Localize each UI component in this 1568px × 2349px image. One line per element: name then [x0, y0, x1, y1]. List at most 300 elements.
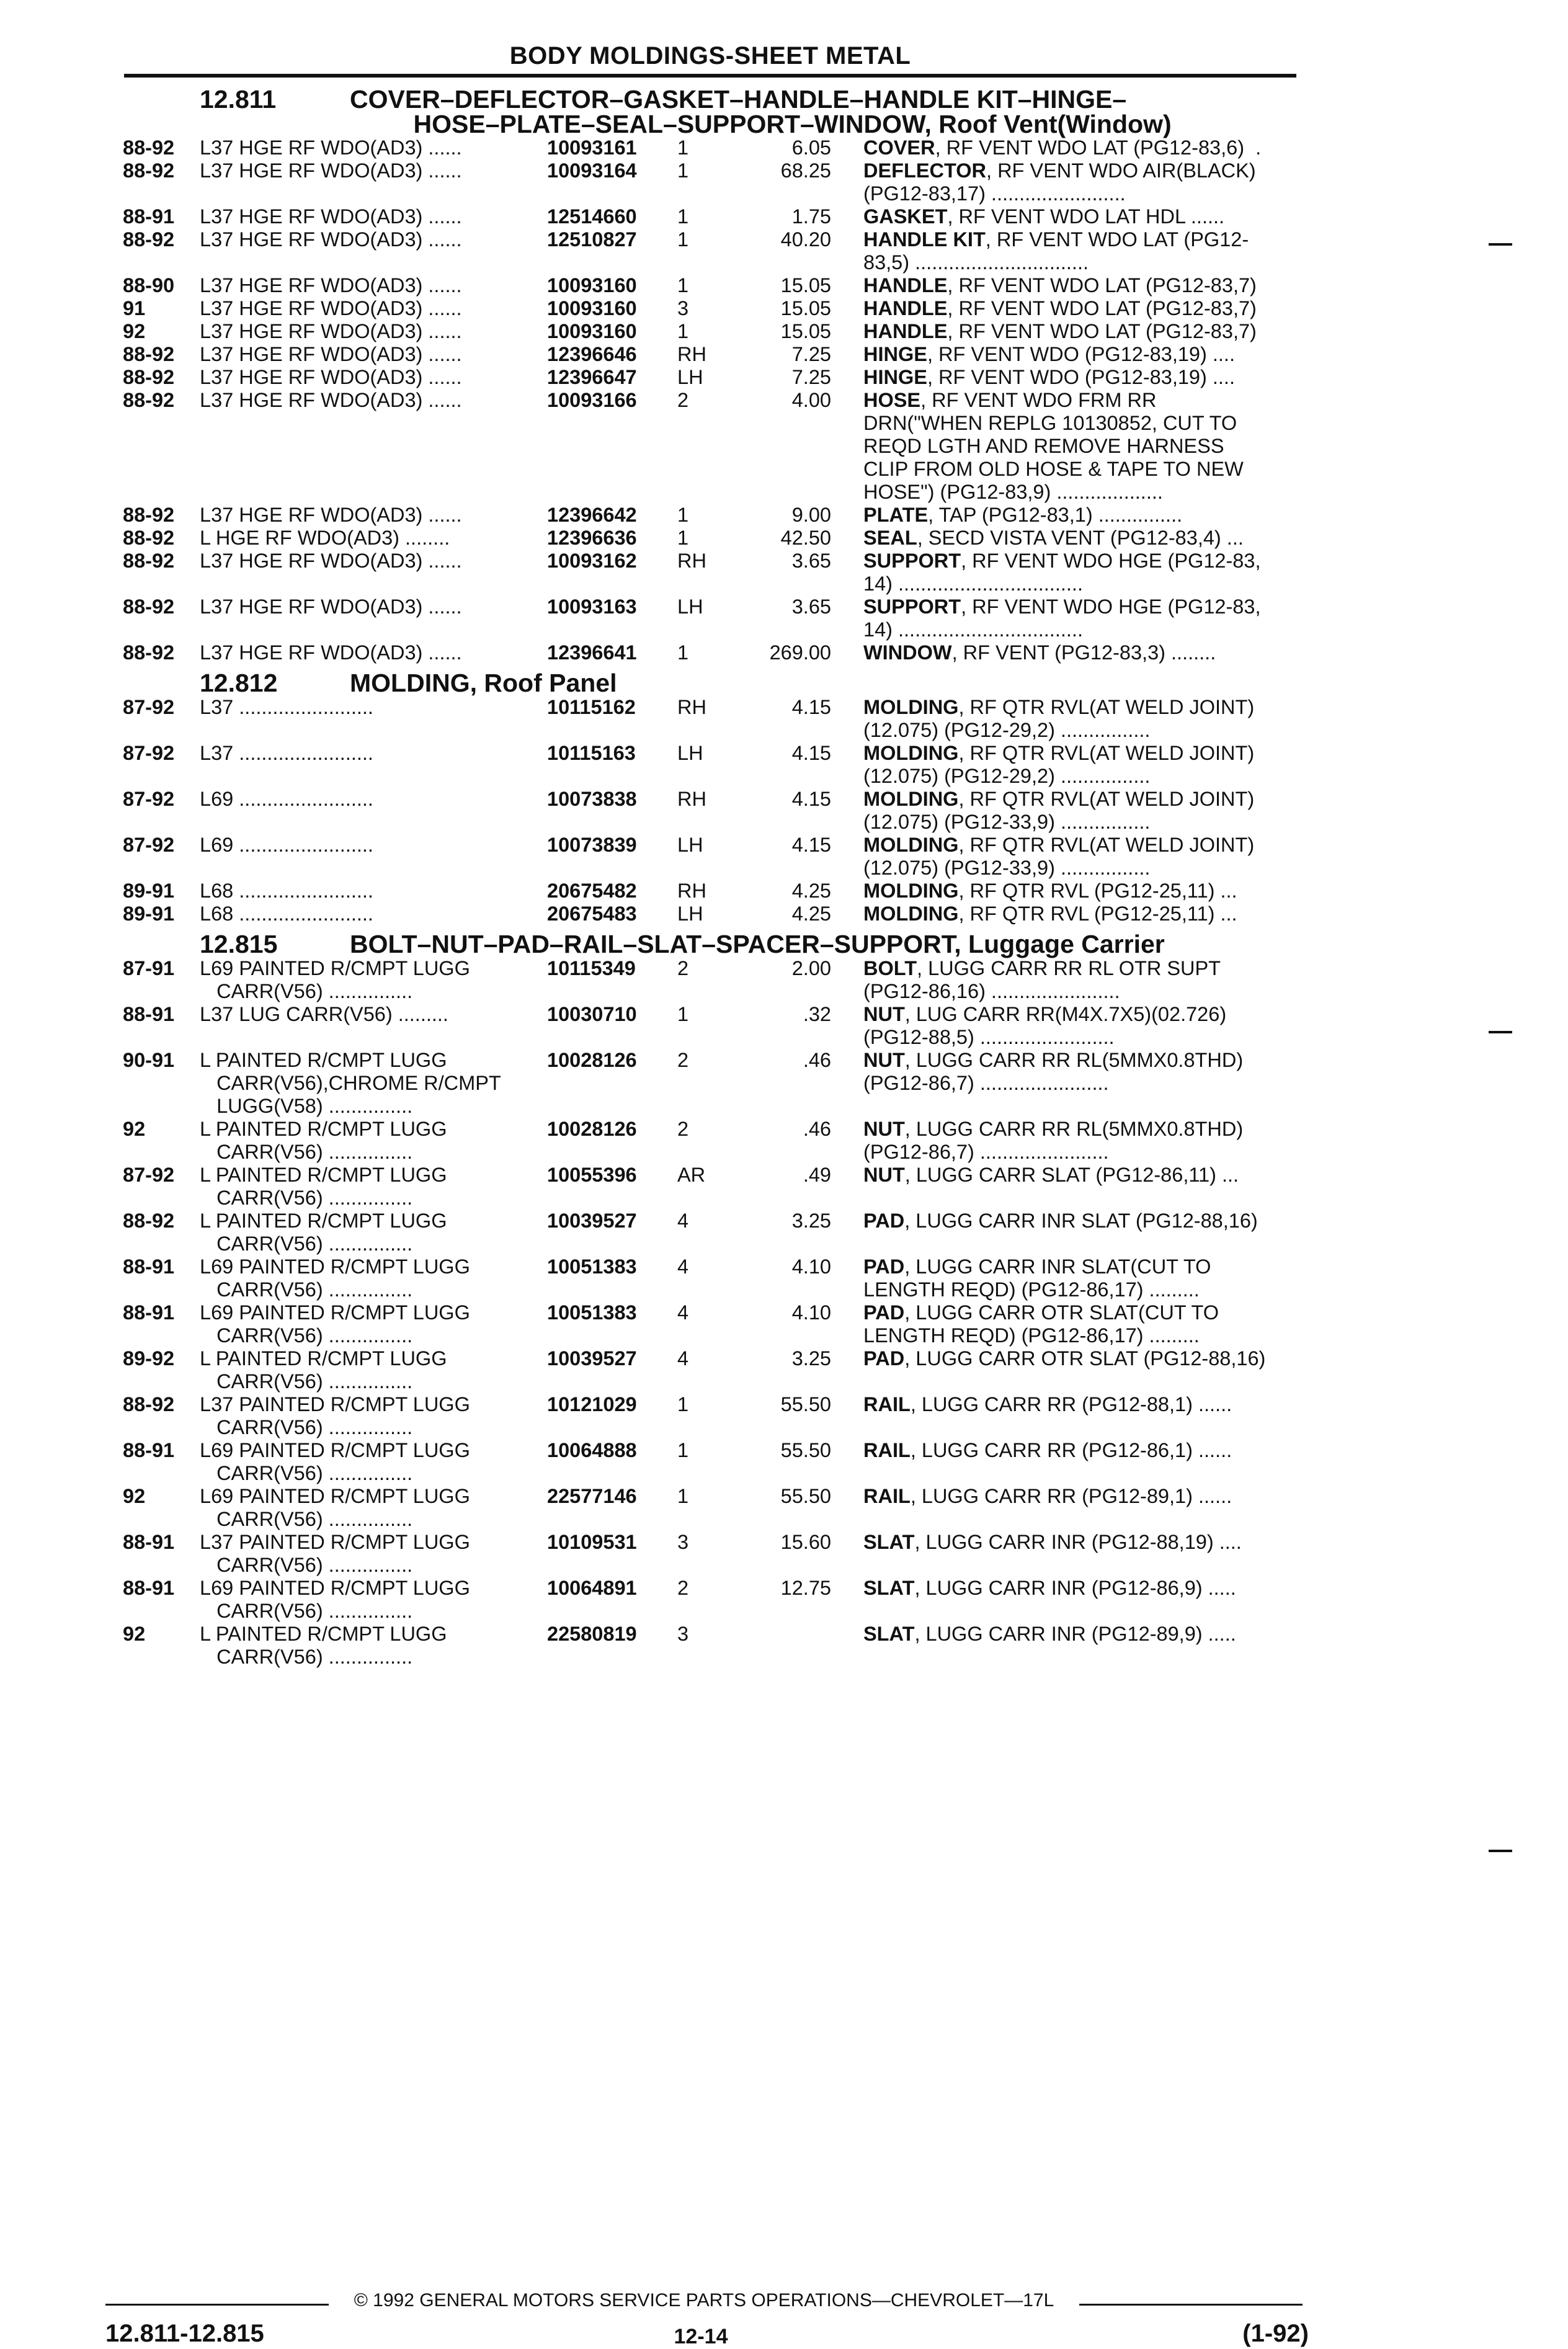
- model-years: 87-92: [123, 696, 175, 718]
- quantity: 1: [677, 504, 689, 526]
- part-name: HINGE: [863, 343, 927, 365]
- part-name: BOLT: [863, 957, 917, 979]
- table-row: [123, 1210, 1314, 1255]
- table-row: [123, 1485, 1314, 1531]
- model-years: 87-92: [123, 788, 175, 810]
- price: 7.25: [791, 366, 831, 388]
- model-years: 88-91: [123, 1301, 175, 1324]
- usage-description: L PAINTED R/CMPT LUGG CARR(V56) ...............: [200, 1623, 447, 1668]
- model-years: 88-90: [123, 274, 175, 296]
- part-description: [863, 1439, 1298, 1485]
- part-number: 12396642: [547, 504, 637, 526]
- price: 68.25: [780, 159, 831, 182]
- table-row: [123, 527, 1314, 550]
- part-detail: , LUGG CARR RR (PG12-86,1) ......: [910, 1439, 1232, 1461]
- part-detail: , RF VENT WDO HGE (PG12-83, 14) .................................: [863, 595, 1261, 641]
- price: 2.00: [791, 957, 831, 979]
- table-row: [123, 1577, 1314, 1623]
- part-number: 22577146: [547, 1485, 637, 1507]
- part-name: MOLDING: [863, 788, 959, 810]
- margin-mark: [1489, 1031, 1512, 1033]
- model-years: 92: [123, 320, 146, 342]
- price: 55.50: [780, 1439, 831, 1461]
- table-row: [123, 297, 1314, 320]
- part-description: [863, 595, 1298, 641]
- quantity: 1: [677, 527, 689, 549]
- price: 15.60: [780, 1531, 831, 1553]
- quantity: RH: [677, 550, 706, 572]
- section-heading: [123, 81, 1314, 136]
- part-description: [863, 880, 1298, 903]
- footer-rule-left: [105, 2304, 329, 2306]
- usage-description: L69 PAINTED R/CMPT LUGG CARR(V56) ...............: [200, 1485, 470, 1530]
- table-row: [123, 343, 1314, 366]
- part-description: [863, 641, 1298, 664]
- model-years: 87-92: [123, 742, 175, 764]
- part-name: MOLDING: [863, 903, 959, 925]
- part-name: GASKET: [863, 205, 948, 228]
- price: 4.00: [791, 389, 831, 411]
- price: .49: [803, 1164, 831, 1186]
- usage-description: L PAINTED R/CMPT LUGG CARR(V56),CHROME R/CMPT LUGG(V58) ...............: [200, 1049, 501, 1117]
- table-row: [123, 205, 1314, 228]
- table-row: [123, 788, 1314, 834]
- model-years: 89-91: [123, 880, 175, 902]
- model-years: 88-92: [123, 641, 175, 664]
- table-row: [123, 641, 1314, 664]
- part-description: [863, 1210, 1298, 1255]
- part-name: MOLDING: [863, 834, 959, 856]
- table-row: [123, 834, 1314, 880]
- part-name: MOLDING: [863, 880, 959, 902]
- part-detail: , RF VENT WDO (PG12-83,19) ....: [927, 343, 1235, 365]
- table-row: [123, 1439, 1314, 1485]
- quantity: LH: [677, 834, 703, 856]
- part-description: [863, 550, 1298, 595]
- price: 4.15: [791, 834, 831, 856]
- part-number: 10093163: [547, 595, 637, 618]
- margin-mark: [1489, 1850, 1512, 1852]
- part-number: 10115162: [547, 696, 636, 718]
- table-row: [123, 696, 1314, 742]
- model-years: 88-91: [123, 1255, 175, 1278]
- table-row: [123, 159, 1314, 205]
- section-title: COVER–DEFLECTOR–GASKET–HANDLE–HANDLE KIT–HINGE– HOSE–PLATE–SEAL–SUPPORT–WINDOW, Roof Vent(Window): [350, 85, 1172, 138]
- part-number: 12396647: [547, 366, 637, 388]
- page-date: (1-92): [1242, 2320, 1309, 2347]
- model-years: 88-92: [123, 389, 175, 411]
- price: .46: [803, 1118, 831, 1140]
- part-number: 22580819: [547, 1623, 637, 1645]
- part-name: SLAT: [863, 1577, 915, 1599]
- usage-description: L PAINTED R/CMPT LUGG CARR(V56) ...............: [200, 1210, 447, 1255]
- part-description: [863, 1003, 1298, 1049]
- part-description: [863, 1393, 1298, 1439]
- table-row: [123, 903, 1314, 925]
- usage-description: L69 PAINTED R/CMPT LUGG CARR(V56) ...............: [200, 1577, 470, 1622]
- quantity: LH: [677, 903, 703, 925]
- part-detail: , RF QTR RVL(AT WELD JOINT) (12.075) (PG12-29,2) ................: [863, 696, 1255, 741]
- quantity: 3: [677, 1623, 689, 1645]
- part-name: MOLDING: [863, 696, 959, 718]
- quantity: 2: [677, 1049, 689, 1071]
- model-years: 88-92: [123, 595, 175, 618]
- part-description: [863, 903, 1298, 925]
- part-number: 10073838: [547, 788, 637, 810]
- part-detail: , RF VENT WDO LAT (PG12-83,6) .: [935, 136, 1262, 159]
- quantity: 1: [677, 641, 689, 664]
- quantity: 4: [677, 1255, 689, 1278]
- part-description: [863, 159, 1298, 205]
- part-description: [863, 343, 1298, 366]
- part-detail: , LUGG CARR SLAT (PG12-86,11) ...: [904, 1164, 1239, 1186]
- price: .32: [803, 1003, 831, 1025]
- part-number: 10093164: [547, 159, 637, 182]
- part-detail: , LUGG CARR RR (PG12-89,1) ......: [910, 1485, 1232, 1507]
- quantity: 1: [677, 1485, 689, 1507]
- part-number: 12396636: [547, 527, 637, 549]
- usage-description: L37 HGE RF WDO(AD3) ......: [200, 205, 462, 228]
- page-title: BODY MOLDINGS-SHEET METAL: [509, 42, 911, 69]
- quantity: 1: [677, 205, 689, 228]
- part-description: [863, 957, 1298, 1003]
- quantity: AR: [677, 1164, 706, 1186]
- part-name: NUT: [863, 1049, 905, 1071]
- part-description: [863, 389, 1298, 504]
- part-detail: , LUGG CARR OTR SLAT (PG12-88,16): [904, 1347, 1266, 1370]
- usage-description: L37 HGE RF WDO(AD3) ......: [200, 136, 462, 159]
- usage-description: L37 HGE RF WDO(AD3) ......: [200, 389, 462, 411]
- page-range: 12.811-12.815: [105, 2320, 264, 2347]
- part-detail: , TAP (PG12-83,1) ...............: [928, 504, 1183, 526]
- section-number: 12.812: [200, 669, 278, 697]
- part-number: 10093160: [547, 274, 637, 296]
- price: .46: [803, 1049, 831, 1071]
- part-description: [863, 1301, 1298, 1347]
- part-name: COVER: [863, 136, 935, 159]
- model-years: 88-92: [123, 136, 175, 159]
- part-detail: , SECD VISTA VENT (PG12-83,4) ...: [917, 527, 1244, 549]
- usage-description: L37 HGE RF WDO(AD3) ......: [200, 504, 462, 526]
- part-number: 20675482: [547, 880, 637, 902]
- usage-description: L PAINTED R/CMPT LUGG CARR(V56) ...............: [200, 1164, 447, 1209]
- part-description: [863, 136, 1298, 159]
- quantity: 1: [677, 320, 689, 342]
- part-number: 10030710: [547, 1003, 637, 1025]
- part-name: NUT: [863, 1164, 905, 1186]
- usage-description: L68 ........................: [200, 903, 373, 925]
- part-detail: , LUGG CARR RR (PG12-88,1) ......: [910, 1393, 1232, 1415]
- part-detail: , RF VENT WDO LAT (PG12-83,7): [947, 297, 1257, 319]
- model-years: 88-91: [123, 205, 175, 228]
- part-description: [863, 1485, 1298, 1531]
- quantity: RH: [677, 880, 706, 902]
- part-description: [863, 1118, 1298, 1164]
- part-number: 10115349: [547, 957, 636, 979]
- price: 15.05: [780, 320, 831, 342]
- usage-description: L37 PAINTED R/CMPT LUGG CARR(V56) ...............: [200, 1531, 470, 1576]
- part-description: [863, 1164, 1298, 1210]
- model-years: 88-92: [123, 1210, 175, 1232]
- price: 9.00: [791, 504, 831, 526]
- part-name: PLATE: [863, 504, 929, 526]
- part-number: 10064888: [547, 1439, 637, 1461]
- part-number: 10093160: [547, 297, 637, 319]
- price: 40.20: [780, 228, 831, 251]
- table-row: [123, 504, 1314, 527]
- part-description: [863, 205, 1298, 228]
- usage-description: L PAINTED R/CMPT LUGG CARR(V56) ...............: [200, 1347, 447, 1393]
- table-row: [123, 136, 1314, 159]
- part-description: [863, 1531, 1298, 1577]
- quantity: LH: [677, 595, 703, 618]
- quantity: 1: [677, 1393, 689, 1415]
- price: 15.05: [780, 297, 831, 319]
- part-name: WINDOW: [863, 641, 952, 664]
- copyright-text: © 1992 GENERAL MOTORS SERVICE PARTS OPERATIONS—CHEVROLET—17L: [354, 2290, 1054, 2311]
- model-years: 88-91: [123, 1003, 175, 1025]
- part-detail: , LUGG CARR RR RL(5MMX0.8THD) (PG12-86,7) .......................: [863, 1049, 1244, 1094]
- part-description: [863, 228, 1298, 274]
- quantity: RH: [677, 696, 706, 718]
- quantity: 1: [677, 159, 689, 182]
- part-name: SUPPORT: [863, 550, 961, 572]
- quantity: 2: [677, 389, 689, 411]
- table-row: [123, 274, 1314, 297]
- price: 4.25: [791, 880, 831, 902]
- usage-description: L37 LUG CARR(V56) .........: [200, 1003, 448, 1025]
- usage-description: L69 PAINTED R/CMPT LUGG CARR(V56) ...............: [200, 1255, 470, 1301]
- part-number: 10109531: [547, 1531, 637, 1553]
- part-detail: , RF VENT WDO LAT (PG12- 83,5) ...............................: [863, 228, 1249, 274]
- usage-description: L PAINTED R/CMPT LUGG CARR(V56) ...............: [200, 1118, 447, 1163]
- part-name: SUPPORT: [863, 595, 961, 618]
- price: 4.15: [791, 788, 831, 810]
- model-years: 88-91: [123, 1577, 175, 1599]
- part-detail: , RF VENT WDO (PG12-83,19) ....: [927, 366, 1235, 388]
- quantity: RH: [677, 788, 706, 810]
- part-detail: , RF VENT WDO LAT (PG12-83,7): [947, 274, 1257, 296]
- part-number: 12514660: [547, 205, 637, 228]
- price: 15.05: [780, 274, 831, 296]
- quantity: 2: [677, 957, 689, 979]
- part-detail: , LUGG CARR INR (PG12-86,9) .....: [914, 1577, 1236, 1599]
- model-years: 88-92: [123, 504, 175, 526]
- part-name: SLAT: [863, 1623, 915, 1645]
- model-years: 92: [123, 1118, 146, 1140]
- price: 42.50: [780, 527, 831, 549]
- model-years: 88-92: [123, 527, 175, 549]
- part-name: PAD: [863, 1347, 905, 1370]
- price: 1.75: [791, 205, 831, 228]
- part-number: 10064891: [547, 1577, 637, 1599]
- part-detail: , LUGG CARR INR SLAT (PG12-88,16): [904, 1210, 1258, 1232]
- part-number: 12396641: [547, 641, 637, 664]
- part-number: 10073839: [547, 834, 637, 856]
- part-detail: , RF VENT WDO FRM RR DRN("WHEN REPLG 10130852, CUT TO REQD LGTH AND REMOVE HARNESS CLIP FROM OLD HOSE & TAPE TO NEW HOSE") (PG12-83,9) ...................: [863, 389, 1244, 503]
- model-years: 88-92: [123, 1393, 175, 1415]
- model-years: 91: [123, 297, 146, 319]
- usage-description: L69 PAINTED R/CMPT LUGG CARR(V56) ...............: [200, 957, 470, 1002]
- model-years: 87-92: [123, 1164, 175, 1186]
- part-number: 12510827: [547, 228, 637, 251]
- usage-description: L69 PAINTED R/CMPT LUGG CARR(V56) ...............: [200, 1439, 470, 1484]
- price: 4.25: [791, 903, 831, 925]
- usage-description: L69 ........................: [200, 834, 373, 856]
- usage-description: L37 HGE RF WDO(AD3) ......: [200, 297, 462, 319]
- part-name: HINGE: [863, 366, 927, 388]
- part-name: PAD: [863, 1210, 905, 1232]
- parts-catalog: [123, 81, 1314, 1669]
- part-name: NUT: [863, 1118, 905, 1140]
- part-name: NUT: [863, 1003, 905, 1025]
- part-description: [863, 1347, 1298, 1393]
- table-row: [123, 1623, 1314, 1669]
- part-number: 10055396: [547, 1164, 637, 1186]
- part-number: 10093160: [547, 320, 637, 342]
- part-detail: , RF VENT WDO LAT (PG12-83,7): [947, 320, 1257, 342]
- price: 6.05: [791, 136, 831, 159]
- section-heading: [123, 664, 1314, 696]
- usage-description: L68 ........................: [200, 880, 373, 902]
- price: 12.75: [780, 1577, 831, 1599]
- model-years: 89-92: [123, 1347, 175, 1370]
- table-row: [123, 1301, 1314, 1347]
- quantity: 1: [677, 1003, 689, 1025]
- part-description: [863, 320, 1298, 343]
- table-row: [123, 1049, 1314, 1118]
- part-name: PAD: [863, 1301, 905, 1324]
- part-description: [863, 1623, 1298, 1669]
- price: 4.10: [791, 1255, 831, 1278]
- usage-description: L37 HGE RF WDO(AD3) ......: [200, 320, 462, 342]
- table-row: [123, 1164, 1314, 1210]
- quantity: LH: [677, 742, 703, 764]
- usage-description: L37 HGE RF WDO(AD3) ......: [200, 228, 462, 251]
- price: 4.10: [791, 1301, 831, 1324]
- quantity: 1: [677, 1439, 689, 1461]
- quantity: 4: [677, 1347, 689, 1370]
- model-years: 88-92: [123, 228, 175, 251]
- part-name: SEAL: [863, 527, 917, 549]
- quantity: LH: [677, 366, 703, 388]
- model-years: 92: [123, 1485, 146, 1507]
- part-description: [863, 1049, 1298, 1118]
- part-detail: , RF QTR RVL(AT WELD JOINT) (12.075) (PG12-33,9) ................: [863, 788, 1255, 833]
- table-row: [123, 880, 1314, 903]
- table-row: [123, 1255, 1314, 1301]
- section-heading: [123, 925, 1314, 957]
- table-row: [123, 366, 1314, 389]
- table-row: [123, 742, 1314, 788]
- model-years: 88-92: [123, 366, 175, 388]
- section-spacer: [123, 932, 200, 957]
- part-detail: , RF VENT WDO AIR(BLACK) (PG12-83,17) ........................: [863, 159, 1256, 205]
- usage-description: L69 PAINTED R/CMPT LUGG CARR(V56) ...............: [200, 1301, 470, 1347]
- part-name: HANDLE: [863, 297, 948, 319]
- price: 3.25: [791, 1347, 831, 1370]
- table-row: [123, 1393, 1314, 1439]
- price: 55.50: [780, 1393, 831, 1415]
- part-number: 10028126: [547, 1118, 637, 1140]
- part-name: HANDLE: [863, 274, 948, 296]
- part-name: RAIL: [863, 1393, 911, 1415]
- price: 3.25: [791, 1210, 831, 1232]
- usage-description: L37 HGE RF WDO(AD3) ......: [200, 159, 462, 182]
- usage-description: L37 ........................: [200, 696, 373, 718]
- part-detail: , LUGG CARR INR (PG12-88,19) ....: [914, 1531, 1242, 1553]
- part-name: SLAT: [863, 1531, 915, 1553]
- price: 3.65: [791, 595, 831, 618]
- model-years: 92: [123, 1623, 146, 1645]
- table-row: [123, 1347, 1314, 1393]
- model-years: 88-91: [123, 1531, 175, 1553]
- table-row: [123, 595, 1314, 641]
- model-years: 88-92: [123, 343, 175, 365]
- part-description: [863, 788, 1298, 834]
- part-name: DEFLECTOR: [863, 159, 987, 182]
- part-detail: , RF QTR RVL(AT WELD JOINT) (12.075) (PG12-33,9) ................: [863, 834, 1255, 879]
- part-number: 10093166: [547, 389, 637, 411]
- table-row: [123, 1531, 1314, 1577]
- usage-description: L37 HGE RF WDO(AD3) ......: [200, 595, 462, 618]
- part-description: [863, 1255, 1298, 1301]
- part-description: [863, 742, 1298, 788]
- part-detail: , RF QTR RVL (PG12-25,11) ...: [958, 903, 1237, 925]
- part-number: 12396646: [547, 343, 637, 365]
- part-description: [863, 1577, 1298, 1623]
- model-years: 89-91: [123, 903, 175, 925]
- part-number: 10028126: [547, 1049, 637, 1071]
- part-detail: , LUGG CARR OTR SLAT(CUT TO LENGTH REQD) (PG12-86,17) .........: [863, 1301, 1219, 1347]
- quantity: 2: [677, 1577, 689, 1599]
- part-name: MOLDING: [863, 742, 959, 764]
- margin-mark: [1489, 243, 1512, 246]
- header-rule: [124, 74, 1296, 78]
- usage-description: L37 HGE RF WDO(AD3) ......: [200, 366, 462, 388]
- model-years: 87-91: [123, 957, 175, 979]
- quantity: 1: [677, 136, 689, 159]
- part-detail: , RF VENT WDO HGE (PG12-83, 14) .................................: [863, 550, 1261, 595]
- usage-description: L37 HGE RF WDO(AD3) ......: [200, 343, 462, 365]
- quantity: 2: [677, 1118, 689, 1140]
- part-detail: , RF VENT WDO LAT HDL ......: [947, 205, 1225, 228]
- usage-description: L37 HGE RF WDO(AD3) ......: [200, 641, 462, 664]
- part-detail: , RF QTR RVL(AT WELD JOINT) (12.075) (PG12-29,2) ................: [863, 742, 1255, 787]
- part-description: [863, 834, 1298, 880]
- part-number: 10051383: [547, 1301, 637, 1324]
- part-number: 10051383: [547, 1255, 637, 1278]
- usage-description: L HGE RF WDO(AD3) ........: [200, 527, 450, 549]
- page-number: 12-14: [674, 2325, 728, 2348]
- copyright-line: [105, 2290, 1303, 2311]
- usage-description: L37 HGE RF WDO(AD3) ......: [200, 274, 462, 296]
- usage-description: L69 ........................: [200, 788, 373, 810]
- part-name: HOSE: [863, 389, 921, 411]
- part-name: PAD: [863, 1255, 905, 1278]
- section-number: 12.815: [200, 930, 278, 958]
- part-number: 10039527: [547, 1210, 637, 1232]
- section-title: BOLT–NUT–PAD–RAIL–SLAT–SPACER–SUPPORT, Luggage Carrier: [350, 930, 1165, 958]
- usage-description: L37 PAINTED R/CMPT LUGG CARR(V56) ...............: [200, 1393, 470, 1438]
- table-row: [123, 957, 1314, 1003]
- part-name: HANDLE: [863, 320, 948, 342]
- table-row: [123, 228, 1314, 274]
- part-description: [863, 527, 1298, 550]
- part-detail: , LUGG CARR RR RL(5MMX0.8THD) (PG12-86,7) .......................: [863, 1118, 1244, 1163]
- table-row: [123, 1003, 1314, 1049]
- price: 7.25: [791, 343, 831, 365]
